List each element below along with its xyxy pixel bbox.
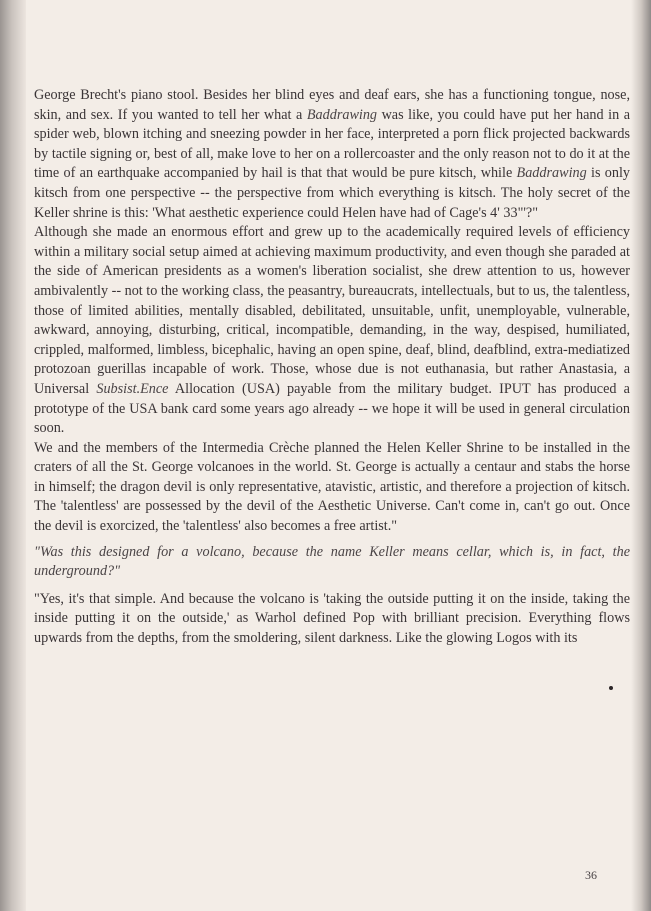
page-number: 36 [585, 868, 597, 882]
paragraph-3 [34, 439, 630, 537]
paragraph-1 [34, 86, 630, 223]
text-run: Allocation (USA) payable from the military budget. IPUT has produced a prototype of the USA bank card some years ago already -- we hope it will be used in general circulation soon. [34, 380, 630, 437]
interview-question [34, 543, 630, 582]
italic-text-run: Baddrawing [306, 106, 378, 123]
page-edge-shadow [631, 0, 651, 911]
book-gutter-shadow [0, 0, 26, 911]
body-text [34, 86, 630, 649]
paragraph-2 [34, 223, 630, 439]
interview-answer [34, 590, 630, 649]
italic-text-run: Baddrawing [516, 165, 587, 182]
text-run: George Brecht's piano stool. Besides her blind eyes and deaf ears, she has a functioning tongue, nose, skin, and sex. If you wanted to tell her what a [34, 87, 630, 123]
text-run: is only kitsch from one perspective -- the perspective from which everything is kitsch. The holy secret of the Keller shrine is this: 'What aesthetic experience could Helen have had of Cage's 4' 33"'?" [34, 165, 630, 221]
text-run: was like, you could have put her hand in a spider web, blown itching and sneezing powder in her face, interpreted a porn flick projected backwards by tactile signing or, best of all, make love to her on a rollercoaster and the only reason not to do it at the time of an earthquake accompanied by hail is that that would be pure kitsch, while [34, 106, 630, 182]
text-run: "Yes, it's that simple. And because the volcano is 'taking the outside putting it on the inside, taking the inside putting it on the outside,' as Warhol defined Pop with brilliant precision. Everything flows upwards from the depths, from the smoldering, silent darkness. Like the glowing Logos with its [34, 590, 630, 647]
margin-dot [609, 686, 613, 690]
italic-text-run: Subsist.Ence [96, 380, 169, 397]
italic-text-run: "Was this designed for a volcano, because the name Keller means cellar, which is, in fact, the underground?" [34, 543, 630, 580]
text-run: Although she made an enormous effort and grew up to the academically required levels of efficiency within a military social setup aimed at achieving maximum productivity, and even though she paraded at the side of American presidents as a women's liberation socialist, she drew attention to us, however ambivalently -- not to the working class, the peasantry, bureaucrats, intellectuals, but to us, the talentless, those of limited abilities, mentally disabled, debilitated, unsuitable, unfit, unemployable, vulnerable, awkward, annoying, disturbing, critical, incompatible, demanding, in the way, despised, humiliated, crippled, malformed, limbless, bicephalic, having an open spine, deaf, blind, deafblind, extra-mediatized protozoan guerillas incapable of work. Those, whose due is not euthanasia, but rather Anastasia, a Universal [34, 224, 630, 397]
text-run: We and the members of the Intermedia Crèche planned the Helen Keller Shrine to be installed in the craters of all the St. George volcanoes in the world. St. George is actually a centaur and stabs the horse in himself; the dragon devil is only representative, atavistic, artistic, and therefore a projection of kitsch. The 'talentless' are possessed by the devil of the Aesthetic Universe. Can't come in, can't go out. Once the devil is exorcized, the 'talentless' also becomes a free artist." [34, 439, 630, 535]
